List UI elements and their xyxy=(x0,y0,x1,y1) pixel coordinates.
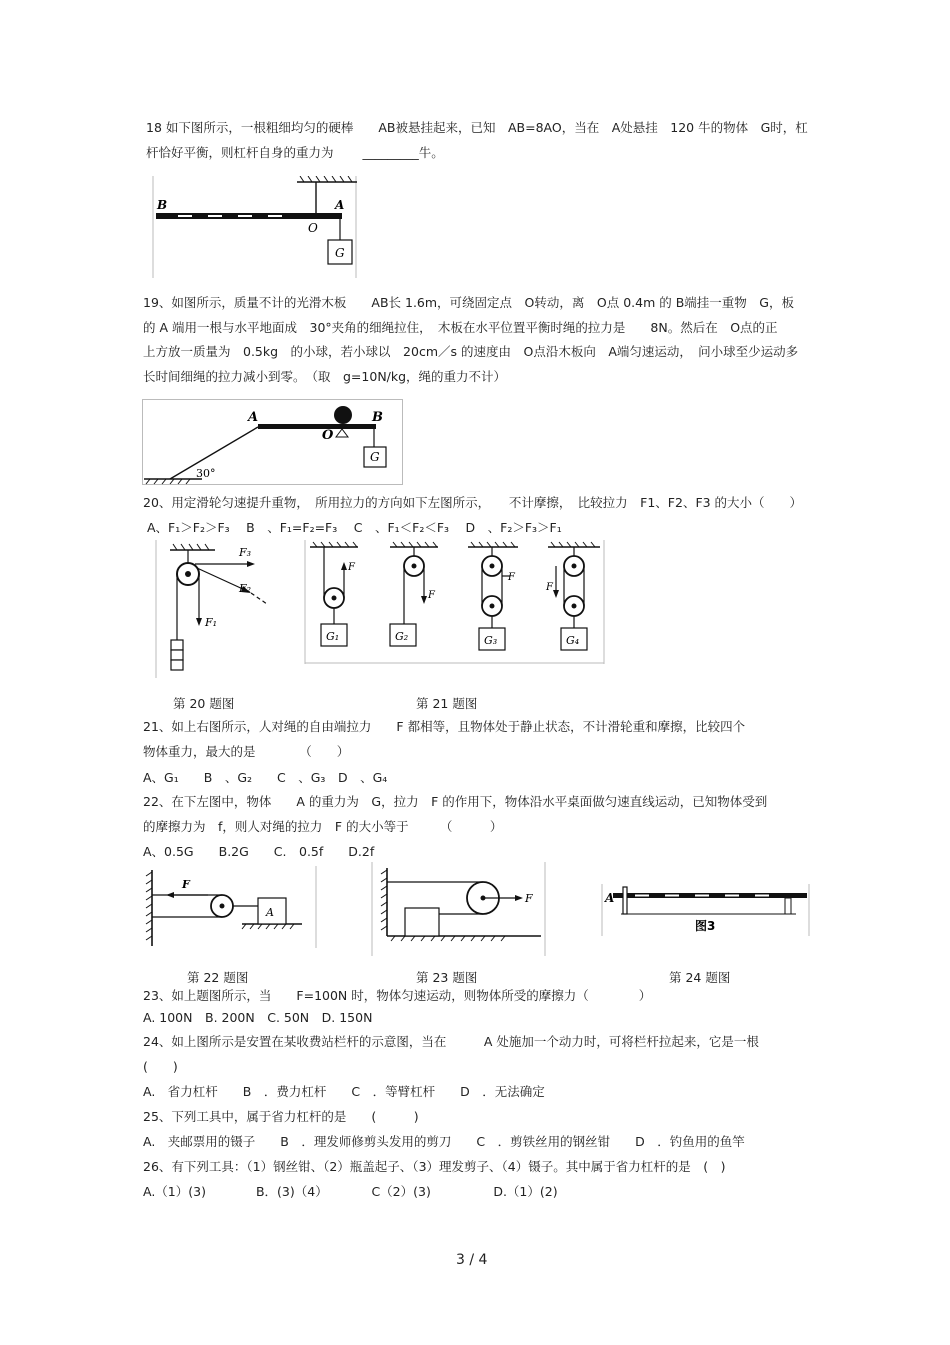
q22-label-A: A xyxy=(266,906,274,919)
q23-label-F: F xyxy=(525,892,533,905)
q22-label-F: F xyxy=(182,878,190,891)
q24-label-A: A xyxy=(605,891,615,905)
q19-label-B: B xyxy=(372,410,383,425)
q24-text-line1: 24、如上图所示是安置在某收费站栏杆的示意图，当在 A 处施加一个动力时，可将栏杆拉起来，它是一根 xyxy=(143,1034,759,1049)
q25-text-options: A. 夹邮票用的镊子 B ．理发师修剪头发用的剪刀 C ．剪铁丝用的钢丝钳 D ．钓鱼用的鱼竿 xyxy=(143,1134,745,1149)
q23-figure xyxy=(371,862,547,956)
q20-caption: 第 20 题图 xyxy=(173,696,235,711)
q21-text-line2: 物体重力，最大的是 （ ） xyxy=(143,744,350,759)
q21-label-G2: G₂ xyxy=(395,630,409,643)
q21-label-F-3: F xyxy=(508,572,515,583)
q21-label-F-1: F xyxy=(348,562,355,573)
q21-label-G3: G₃ xyxy=(484,634,498,647)
q26-text-line1: 26、有下列工具：（1）钢丝钳、（2）瓶盖起子、（3）理发剪子、（4）镊子。其中属于省力杠杆的是 ( ) xyxy=(143,1159,726,1174)
q22-text-options: A、0.5G B.2G C. 0.5f D.2f xyxy=(143,844,375,859)
q24-caption: 第 24 题图 xyxy=(669,970,731,985)
q21-label-F-4: F xyxy=(546,582,553,593)
q22-text-line1: 22、在下左图中，物体 A 的重力为 G，拉力 F 的作用下，物体沿水平桌面做匀速直线运动，已知物体受到 xyxy=(143,794,768,809)
q22-text-line2: 的摩擦力为 f，则人对绳的拉力 F 的大小等于 （ ） xyxy=(143,819,503,834)
q19-label-O: O xyxy=(322,428,334,443)
q18-label-B: B xyxy=(157,198,168,212)
q20-label-F1: F₁ xyxy=(205,616,218,629)
q20-text-options: A、F₁＞F₂＞F₃ B 、F₁=F₂=F₃ C 、F₁＜F₂＜F₃ D 、F₂＞F₃＞F₁ xyxy=(147,520,562,535)
q21-label-G1: G₁ xyxy=(326,630,340,643)
q20-text-line1: 20、用定滑轮匀速提升重物， 所用拉力的方向如下左图所示， 不计摩擦， 比较拉力 F1、F2、F3 的大小（ ） xyxy=(143,495,803,510)
q24-text-line2: ( ) xyxy=(143,1059,178,1074)
q21-text-options: A、G₁ B 、G₂ C 、G₃ D 、G₄ xyxy=(143,770,388,785)
q19-text-line1: 19、如图所示，质量不计的光滑木板 AB长 1.6m，可绕固定点 O转动，离 O点 0.4m 的 B端挂一重物 G，板 xyxy=(143,295,794,310)
q20-label-F2: F₂ xyxy=(239,582,252,595)
q19-figure xyxy=(142,399,404,485)
q21-text-line1: 21、如上右图所示，人对绳的自由端拉力 F 都相等，且物体处于静止状态，不计滑轮重和摩擦，比较四个 xyxy=(143,719,746,734)
q24-text-options: A. 省力杠杆 B ．费力杠杆 C ．等臂杠杆 D ．无法确定 xyxy=(143,1084,545,1099)
q26-text-options: A.（1）(3) B．(3)（4） C（2）(3) D.（1）(2) xyxy=(143,1184,558,1199)
q22-figure xyxy=(142,866,318,948)
q19-angle-label: 30° xyxy=(196,467,216,480)
q23-text-options: A. 100N B. 200N C. 50N D. 150N xyxy=(143,1010,373,1025)
q18-figure xyxy=(152,176,358,278)
q22-caption: 第 22 题图 xyxy=(187,970,249,985)
q20-label-F3: F₃ xyxy=(239,546,252,559)
q21-figure xyxy=(304,540,606,664)
q19-label-A: A xyxy=(248,410,259,425)
q23-caption: 第 23 题图 xyxy=(416,970,478,985)
q18-text-line2: 杆恰好平衡，则杠杆自身的重力为 _________牛。 xyxy=(146,145,444,160)
q21-label-F-2: F xyxy=(428,590,435,601)
q24-figure-label: 图3 xyxy=(695,919,716,933)
q24-figure xyxy=(601,884,811,936)
q19-text-line4: 长时间细绳的拉力减小到零。 （取 g=10N/kg，绳的重力不计） xyxy=(143,369,507,384)
q19-text-line2: 的 A 端用一根与水平地面成 30°夹角的细绳拉住， 木板在水平位置平衡时绳的拉力是 8N。然后在 O点的正 xyxy=(143,320,778,335)
q21-caption: 第 21 题图 xyxy=(416,696,478,711)
q20-figure xyxy=(155,540,280,678)
q18-label-O: O xyxy=(308,221,318,235)
q18-label-G: G xyxy=(335,246,345,260)
q19-label-G: G xyxy=(370,450,380,464)
q18-label-A: A xyxy=(335,198,345,212)
q18-text-line1: 18 如下图所示，一根粗细均匀的硬棒 AB被悬挂起来，已知 AB=8AO，当在 A处悬挂 120 牛的物体 G时，杠 xyxy=(146,120,808,135)
q25-text-line1: 25、下列工具中，属于省力杠杆的是 ( ) xyxy=(143,1109,419,1124)
q21-label-G4: G₄ xyxy=(566,634,580,647)
q23-text-line1: 23、如上题图所示，当 F=100N 时，物体匀速运动，则物体所受的摩擦力（ ） xyxy=(143,988,652,1003)
q19-text-line3: 上方放一质量为 0.5kg 的小球，若小球以 20cm／s 的速度由 O点沿木板向 A端匀速运动， 问小球至少运动多 xyxy=(143,344,799,359)
page-number: 3 / 4 xyxy=(456,1252,488,1268)
